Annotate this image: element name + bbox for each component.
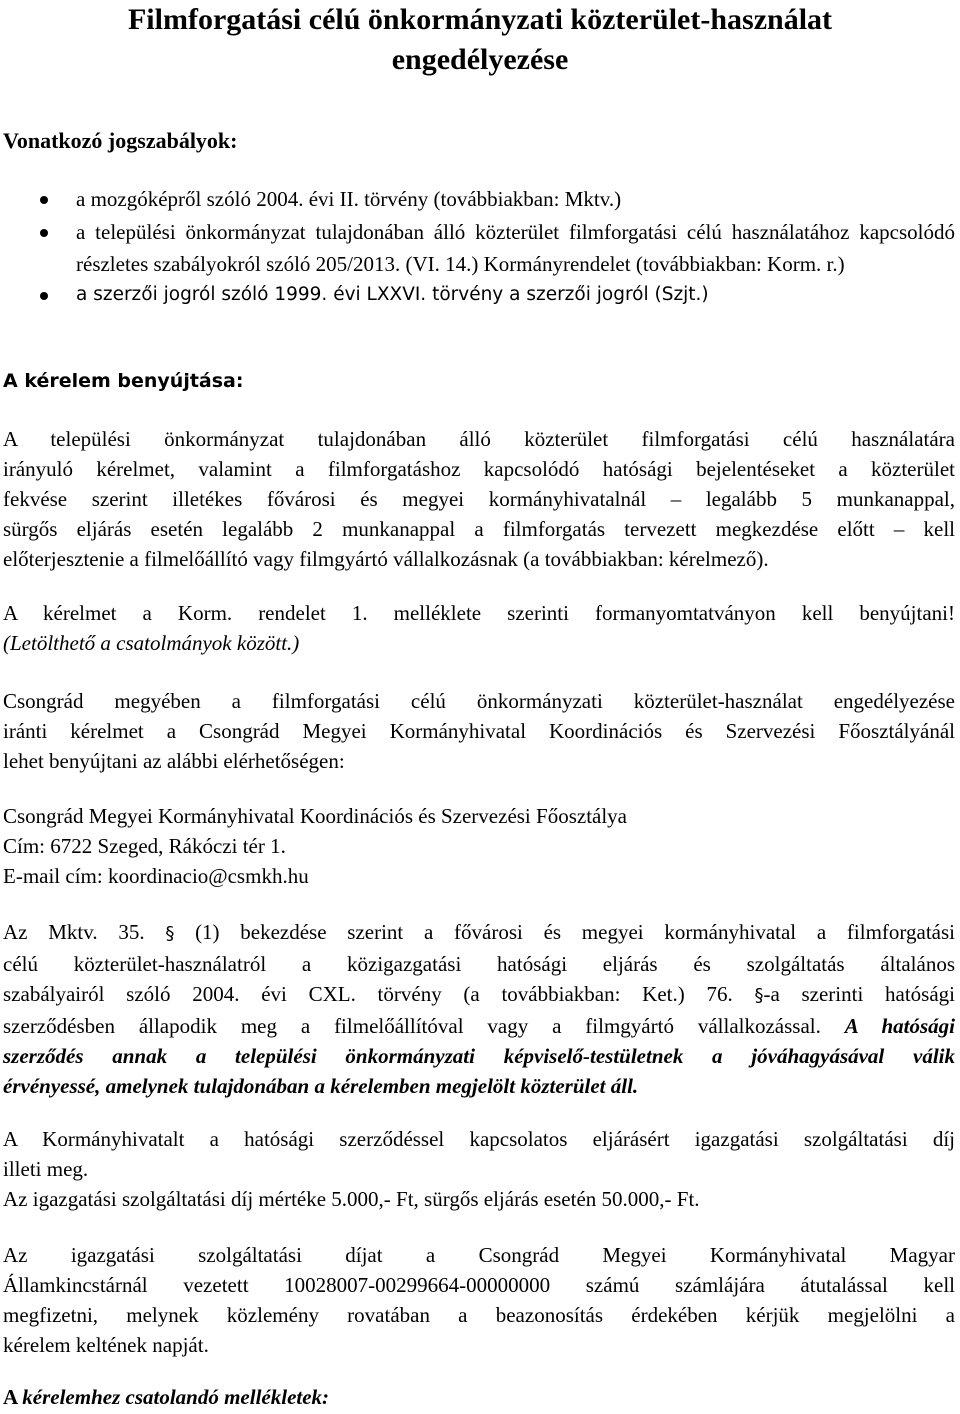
paragraph-line: szerződés annak a települési önkormányzati képviselő-testületnek a jóváhagyásával válik [3,1044,955,1068]
title-line-2: engedélyezése [391,43,569,76]
bullet-icon [40,229,48,237]
text-run: Az Mktv. 35. [3,920,145,944]
contact-name: Csongrád Megyei Kormányhivatal Koordinációs és Szervezési Főosztálya [3,804,628,828]
submission-paragraph-6 [3,1240,955,1360]
paragraph-line: érvényessé, amelynek tulajdonában a kérelemben megjelölt közterület áll. [3,1074,639,1098]
paragraph-line: sürgős eljárás esetén legalább 2 munkanappal a filmforgatás tervezett megkezdése előtt – kell [3,517,955,541]
paragraph-line: illeti meg. [3,1157,89,1181]
attachments-heading-rest: kérelemhez csatolandó mellékletek: [22,1385,330,1409]
paragraph-line: Az igazgatási szolgáltatási díjat a Csongrád Megyei Kormányhivatal Magyar [3,1243,955,1267]
contact-block [3,801,955,891]
law-item-text: a települési önkormányzat tulajdonában álló közterület filmforgatási célú használatához kapcsolódó részletes szabályokról szóló 205/2013. (VI. 14.) Kormányrendelet (továbbiakban: Korm. r.) [76,220,955,276]
download-note: (Letölthető a csatolmányok között.) [3,631,300,655]
paragraph-line: A Kormányhivatalt a hatósági szerződéssel kapcsolatos eljárásért igazgatási szolgáltatási díj [3,1127,955,1151]
paragraph-line: lehet benyújtani az alábbi elérhetőségen: [3,749,345,773]
law-item-text: a mozgóképről szóló 2004. évi II. törvény (továbbiakban: Mktv.) [76,187,622,211]
list-item [0,216,960,280]
paragraph-line: Az igazgatási szolgáltatási díj mértéke 5.000,- Ft, sürgős eljárás esetén 50.000,- Ft. [3,1187,700,1211]
paragraph-line: fekvése szerint illetékes fővárosi és megyei kormányhivatalnál – legalább 5 munkanappal, [3,487,955,511]
laws-heading: Vonatkozó jogszabályok: [3,128,238,153]
text-run: szabályairól szóló 2004. évi CXL. törvény (a továbbiakban: Ket.) 76. [3,982,733,1006]
text-run: -a szerinti hatósági [763,982,956,1006]
contact-email: E-mail cím: koordinacio@csmkh.hu [3,864,309,888]
paragraph-line: A kérelmet a Korm. rendelet 1. melléklete szerinti formanyomtatványon kell benyújtani! [3,601,955,625]
paragraph-line: A települési önkormányzat tulajdonában álló közterület filmforgatási célú használatára [3,427,955,451]
submission-paragraph-4 [3,917,955,1101]
paragraph-line [3,979,955,1011]
contact-address: Cím: 6722 Szeged, Rákóczi tér 1. [3,834,286,858]
section-sign: § [754,985,764,1006]
submission-paragraph-5 [3,1124,955,1214]
text-run: (1) bekezdése szerint a fővárosi és megyei kormányhivatal a filmforgatási [195,920,955,944]
paragraph-line: irányuló kérelmet, valamint a filmforgatáshoz kapcsolódó hatósági bejelentéseket a közterület [3,457,955,481]
paragraph-line: iránti kérelmet a Csongrád Megyei Kormányhivatal Koordinációs és Szervezési Főosztályánál [3,719,955,743]
paragraph-line: kérelem keltének napját. [3,1333,209,1357]
title-line-1: Filmforgatási célú önkormányzati közterület-használat [127,3,833,36]
emphasis-run: A hatósági [844,1014,956,1038]
paragraph-line: megfizetni, melynek közlemény rovatában a beazonosítás érdekében kérjük megjelölni a [3,1303,955,1327]
attachments-heading [3,1384,329,1410]
list-item [0,280,960,310]
document-title [0,0,960,80]
paragraph-line [3,1011,955,1041]
text-run: szerződésben állapodik meg a filmelőállítóval vagy a filmgyártó vállalkozással. [3,1014,821,1038]
attachments-heading-lead: A [3,1385,23,1409]
submission-paragraph-2 [3,598,955,658]
paragraph-line: előterjesztenie a filmelőállító vagy filmgyártó vállalkozásnak (a továbbiakban: kérelmező). [3,547,769,571]
paragraph-line: célú közterület-használatról a közigazgatási hatósági eljárás és szolgáltatás általános [3,952,955,976]
bullet-icon [40,196,48,204]
law-item-text: a szerzői jogról szóló 1999. évi LXXVI. törvény a szerzői jogról (Szjt.) [76,284,709,305]
paragraph-line: Csongrád megyében a filmforgatási célú önkormányzati közterület-használat engedélyezése [3,689,955,713]
submission-heading: A kérelem benyújtása: [3,370,244,392]
submission-paragraph-3 [3,686,955,776]
section-sign: § [165,923,175,944]
paragraph-line [3,917,955,949]
bullet-icon [40,292,48,300]
paragraph-line: Államkincstárnál vezetett 10028007-00299664-00000000 számú számlájára átutalással kell [3,1273,955,1297]
submission-paragraph-1 [3,424,955,574]
list-item [0,186,960,212]
laws-list [0,186,960,310]
